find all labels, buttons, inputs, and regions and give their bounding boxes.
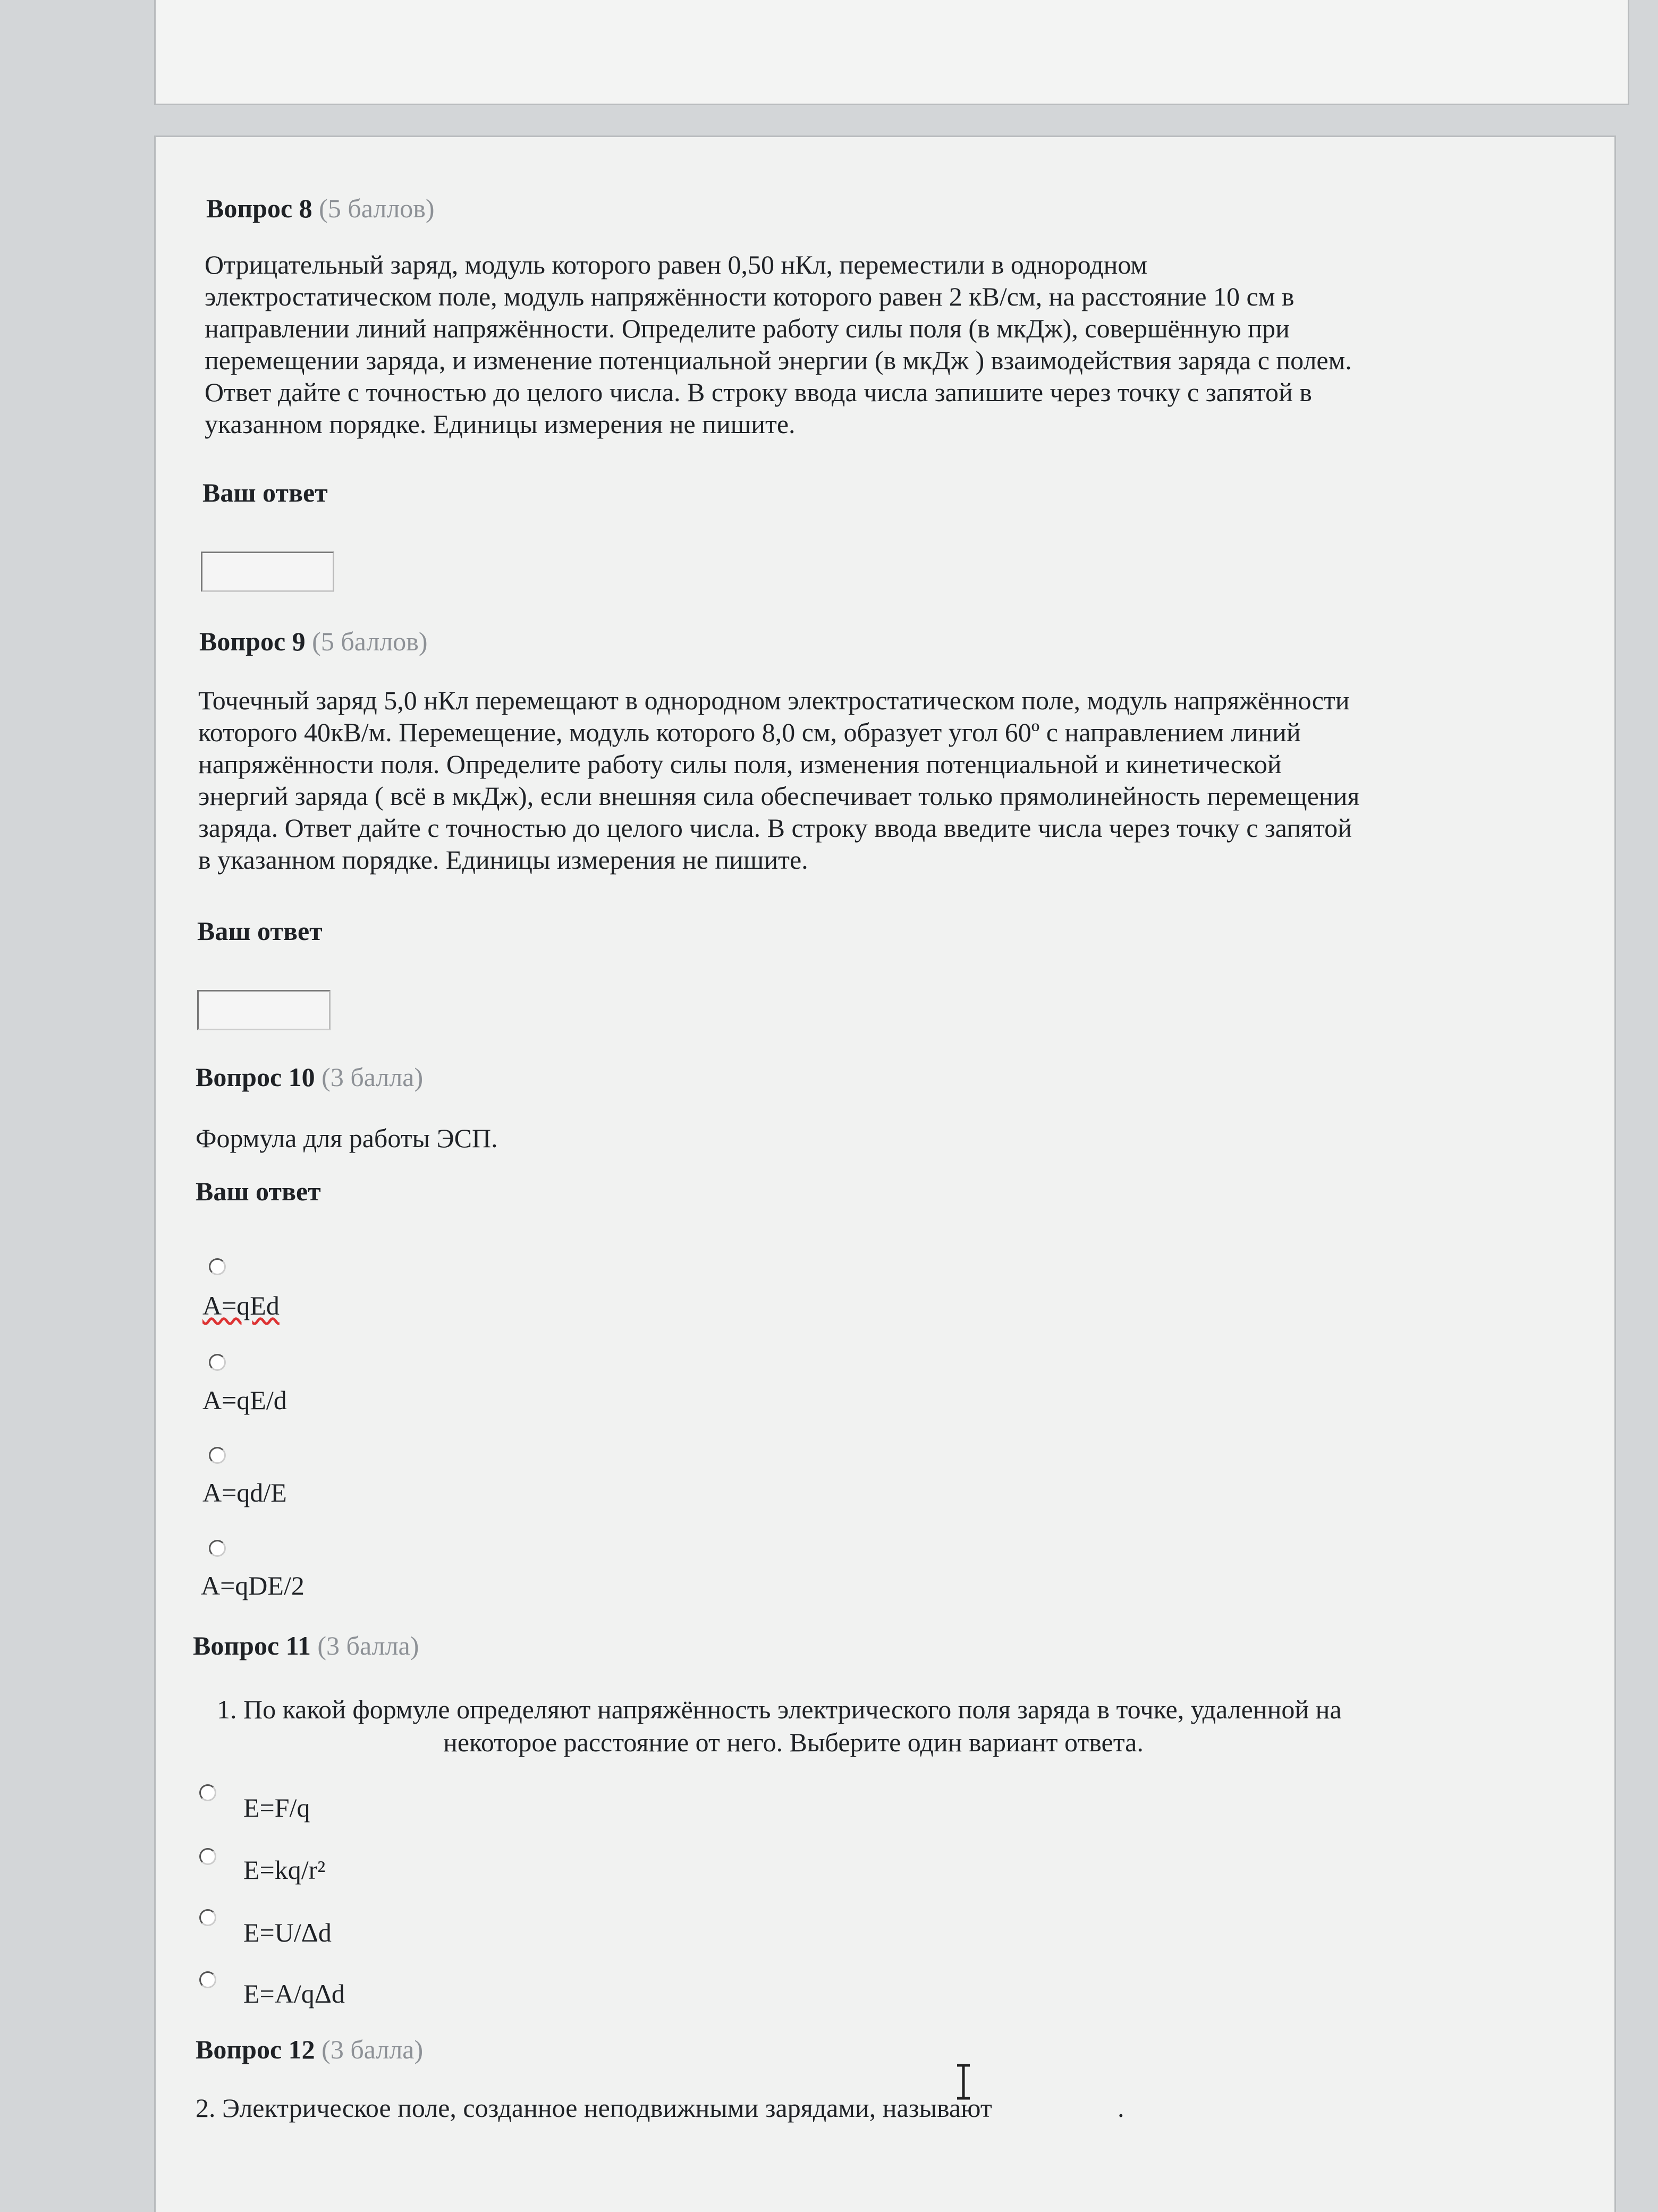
question-10-option-2-label[interactable]: A=qE/d [202,1385,287,1415]
question-11-option-4-label[interactable]: E=A/qΔd [243,1979,345,2008]
question-12-title [196,2034,423,2065]
question-11-option-3-radio[interactable] [199,1909,216,1926]
question-11-points: (3 балла) [317,1631,419,1660]
question-11-option-2-label[interactable]: E=kq/r² [243,1855,326,1885]
question-11-option-3-label[interactable]: E=U/Δd [243,1918,332,1947]
question-9-line: в указанном порядке. Единицы измерения не пишите. [198,845,808,875]
question-10-points: (3 балла) [322,1062,424,1092]
question-8-line: Ответ дайте с точностью до целого числа. В строку ввода числа запишите через точку с запятой в [205,377,1312,407]
question-8-points: (5 баллов) [319,193,435,223]
question-8-number: Вопрос 8 [206,193,312,223]
question-9-answer-input[interactable] [197,990,331,1030]
question-8-line: направлении линий напряжённости. Определите работу силы поля (в мкДж), совершённую при [205,313,1290,343]
question-8-line: электростатическом поле, модуль напряжённости которого равен 2 кВ/см, на расстояние 10 см в [205,282,1295,311]
question-10-option-4-radio[interactable] [209,1540,226,1557]
previous-question-card [154,0,1629,105]
question-11-option-2-radio[interactable] [199,1848,216,1865]
question-9-line: напряжённости поля. Определите работу силы поля, изменения потенциальной и кинетической [198,749,1282,779]
text-cursor-icon [953,2063,974,2100]
question-9-points: (5 баллов) [312,626,428,656]
question-8-text [205,249,1501,440]
question-9-line: энергий заряда ( всё в мкДж), если внешняя сила обеспечивает только прямолинейность перемещения [198,781,1360,811]
question-11-option-1-label[interactable]: E=F/q [243,1793,310,1823]
question-11-option-4-radio[interactable] [199,1971,216,1988]
question-9-answer-label: Ваш ответ [197,916,323,946]
question-10-title [196,1062,423,1092]
question-9-text [198,684,1495,876]
question-9-line: которого 40кВ/м. Перемещение, модуль которого 8,0 см, образует угол 60º с направлением линий [198,717,1301,747]
question-8-line: перемещении заряда, и изменение потенциальной энергии (в мкДж ) взаимодействия заряда с полем. [205,345,1352,375]
question-8-answer-input[interactable] [201,552,334,592]
question-10-option-2-radio[interactable] [209,1354,226,1371]
question-8-line: Отрицательный заряд, модуль которого равен 0,50 нКл, переместили в однородном [205,250,1148,279]
question-9-line: заряда. Ответ дайте с точностью до целого числа. В строку ввода введите числа через точку с запятой [198,813,1352,843]
question-9-number: Вопрос 9 [199,626,306,656]
question-10-option-4-label[interactable]: A=qDE/2 [201,1571,304,1600]
question-10-text: Формула для работы ЭСП. [196,1123,498,1153]
question-12-trailing-period: . [1118,2093,1124,2123]
question-11-option-1-radio[interactable] [199,1784,216,1801]
question-8-title [206,193,435,224]
question-10-option-1-label[interactable]: A=qEd [202,1291,280,1320]
question-10-answer-label: Ваш ответ [196,1176,321,1206]
question-12-text: 2. Электрическое поле, созданное неподвижными зарядами, называют [196,2093,992,2123]
question-9-line: Точечный заряд 5,0 нКл перемещают в однородном электростатическом поле, модуль напряжённости [198,685,1350,715]
questions-card [154,135,1616,2212]
question-10-option-3-label[interactable]: A=qd/E [202,1478,287,1507]
question-8-answer-label: Ваш ответ [202,478,328,507]
question-10-option-1-radio[interactable] [209,1258,226,1275]
question-10-number: Вопрос 10 [196,1062,315,1092]
question-9-title [199,626,428,657]
question-12-number: Вопрос 12 [196,2035,315,2064]
question-10-option-3-radio[interactable] [209,1447,226,1464]
question-12-points: (3 балла) [322,2035,424,2064]
question-11-text-line-2: некоторое расстояние от него. Выберите один вариант ответа. [443,1727,1144,1757]
question-8-line: указанном порядке. Единицы измерения не пишите. [205,409,796,439]
question-11-text-line-1: 1. По какой формуле определяют напряжённость электрического поля заряда в точке, удаленной на [217,1694,1342,1724]
question-11-number: Вопрос 11 [193,1631,311,1660]
question-11-title [193,1630,419,1661]
